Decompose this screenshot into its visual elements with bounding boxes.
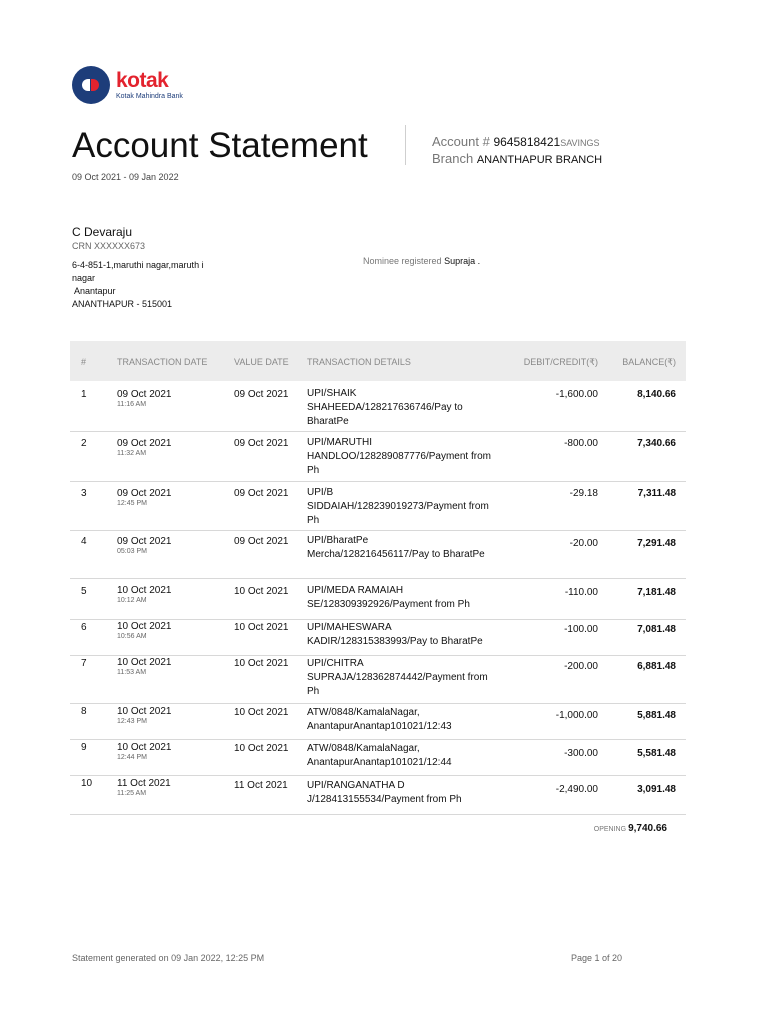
nominee-value: Supraja . [444, 256, 481, 266]
row-time: 05:03 PM [117, 548, 147, 555]
row-value-date: 11 Oct 2021 [234, 780, 288, 791]
row-value-date: 10 Oct 2021 [234, 707, 289, 718]
row-balance: 5,881.48 [637, 710, 676, 721]
address-line: ANANTHAPUR - 515001 [72, 299, 173, 309]
opening-value: 9,740.66 [628, 823, 667, 834]
row-time: 11:32 AM [117, 450, 147, 457]
header-num: # [81, 357, 87, 367]
row-details: UPI/MARUTHI HANDLOO/128289087776/Payment from Ph [307, 437, 491, 476]
address-line: nagar [72, 273, 96, 283]
row-date: 10 Oct 2021 [117, 585, 172, 596]
account-info [432, 134, 600, 149]
table-row [70, 775, 686, 815]
row-date: 11 Oct 2021 [117, 778, 171, 789]
row-details: ATW/0848/KamalaNagar, AnantapurAnantap101021/12:43 [307, 707, 452, 732]
statement-generated: Statement generated on 09 Jan 2022, 12:25 PM [72, 953, 265, 963]
row-value-date: 10 Oct 2021 [234, 743, 289, 754]
row-time: 12:43 PM [117, 718, 147, 725]
bank-logo [72, 66, 183, 104]
customer-address [72, 259, 222, 311]
table-row [70, 739, 686, 776]
page-title: Account Statement [72, 126, 368, 165]
row-balance: 3,091.48 [637, 784, 676, 795]
row-date: 09 Oct 2021 [117, 389, 172, 400]
opening-label: OPENING [593, 826, 627, 833]
header-debit-credit: DEBIT/CREDIT(₹) [523, 357, 598, 367]
row-date: 10 Oct 2021 [117, 657, 172, 668]
row-time: 11:25 AM [117, 790, 147, 797]
row-date: 09 Oct 2021 [117, 438, 172, 449]
row-balance: 7,340.66 [637, 438, 676, 449]
row-amount: -800.00 [564, 438, 598, 449]
header-value-date: VALUE DATE [234, 357, 289, 367]
row-num: 1 [81, 389, 87, 400]
branch-label: Branch [432, 151, 474, 166]
row-details: UPI/MEDA RAMAIAH SE/128309392926/Payment from Ph [307, 585, 470, 610]
branch-info [432, 151, 602, 166]
account-number: 9645818421 [493, 135, 561, 149]
row-date: 09 Oct 2021 [117, 488, 172, 499]
row-value-date: 09 Oct 2021 [234, 488, 289, 499]
row-amount: -110.00 [564, 587, 598, 598]
row-amount: -1,600.00 [555, 389, 598, 400]
row-time: 10:12 AM [117, 597, 147, 604]
row-num: 3 [81, 488, 87, 499]
row-balance: 7,081.48 [637, 624, 676, 635]
table-row [70, 655, 686, 704]
row-num: 4 [81, 536, 87, 547]
statement-period: 09 Oct 2021 - 09 Jan 2022 [72, 172, 179, 182]
table-row [70, 703, 686, 740]
table-row [70, 431, 686, 482]
kotak-logo-icon [72, 66, 110, 104]
row-num: 9 [81, 742, 87, 753]
row-details: UPI/CHITRA SUPRAJA/128362874442/Payment from Ph [307, 658, 488, 697]
header-transaction-date: TRANSACTION DATE [117, 357, 208, 367]
row-details: ATW/0848/KamalaNagar, AnantapurAnantap101021/12:44 [307, 743, 452, 768]
table-row [70, 381, 686, 432]
customer-crn: CRN XXXXXX673 [72, 241, 146, 251]
row-details: UPI/BharatPe Mercha/128216456117/Pay to BharatPe [307, 535, 485, 560]
row-amount: -100.00 [564, 624, 598, 635]
row-details: UPI/SHAIK SHAHEEDA/128217636746/Pay to BharatPe [307, 388, 463, 427]
row-details: UPI/RANGANATHA D J/128413155534/Payment from Ph [307, 780, 462, 805]
row-balance: 7,291.48 [637, 538, 676, 549]
row-amount: -29.18 [569, 488, 598, 499]
nominee-label: Nominee registered [363, 256, 442, 266]
row-value-date: 09 Oct 2021 [234, 536, 289, 547]
row-num: 2 [81, 438, 87, 449]
row-time: 10:56 AM [117, 633, 147, 640]
opening-balance [594, 823, 667, 834]
row-value-date: 10 Oct 2021 [234, 622, 289, 633]
table-header [70, 341, 686, 381]
row-time: 12:45 PM [117, 500, 147, 507]
row-balance: 8,140.66 [637, 389, 676, 400]
table-row [70, 530, 686, 579]
table-row [70, 578, 686, 620]
address-line: 6-4-851-1,maruthi nagar,maruth i [72, 260, 204, 270]
branch-value: ANANTHAPUR BRANCH [476, 154, 603, 166]
row-value-date: 10 Oct 2021 [234, 658, 289, 669]
bank-name: kotak [116, 69, 169, 92]
address-line: Anantapur [72, 286, 116, 296]
row-date: 09 Oct 2021 [117, 536, 172, 547]
bank-subtitle: Kotak Mahindra Bank [116, 93, 183, 100]
row-details: UPI/MAHESWARA KADIR/128315383993/Pay to BharatPe [307, 622, 483, 647]
account-label: Account # [432, 134, 490, 149]
row-time: 11:16 AM [117, 401, 147, 408]
row-time: 11:53 AM [117, 669, 147, 676]
nominee-info [363, 256, 480, 266]
row-balance: 7,181.48 [637, 587, 676, 598]
table-row [70, 481, 686, 531]
row-value-date: 10 Oct 2021 [234, 586, 289, 597]
header-transaction-details: TRANSACTION DETAILS [307, 357, 411, 367]
row-value-date: 09 Oct 2021 [234, 389, 289, 400]
customer-name: C Devaraju [72, 225, 133, 239]
row-balance: 7,311.48 [637, 488, 676, 499]
row-value-date: 09 Oct 2021 [234, 438, 289, 449]
row-amount: -200.00 [564, 661, 598, 672]
header-balance: BALANCE(₹) [622, 357, 676, 367]
row-amount: -300.00 [564, 748, 598, 759]
row-balance: 6,881.48 [637, 661, 676, 672]
row-amount: -20.00 [569, 538, 598, 549]
row-num: 6 [81, 622, 87, 633]
row-balance: 5,581.48 [637, 748, 676, 759]
account-type: SAVINGS [560, 138, 600, 148]
row-date: 10 Oct 2021 [117, 706, 172, 717]
row-num: 8 [81, 706, 87, 717]
header-divider [405, 125, 406, 165]
row-details: UPI/B SIDDAIAH/128239019273/Payment from Ph [307, 487, 489, 526]
row-time: 12:44 PM [117, 754, 147, 761]
table-row [70, 619, 686, 656]
page-number: Page 1 of 20 [571, 953, 623, 963]
row-amount: -1,000.00 [555, 710, 598, 721]
row-num: 10 [81, 778, 93, 789]
row-num: 7 [81, 658, 87, 669]
row-date: 10 Oct 2021 [117, 621, 172, 632]
row-date: 10 Oct 2021 [117, 742, 172, 753]
row-amount: -2,490.00 [555, 784, 598, 795]
row-num: 5 [81, 586, 87, 597]
